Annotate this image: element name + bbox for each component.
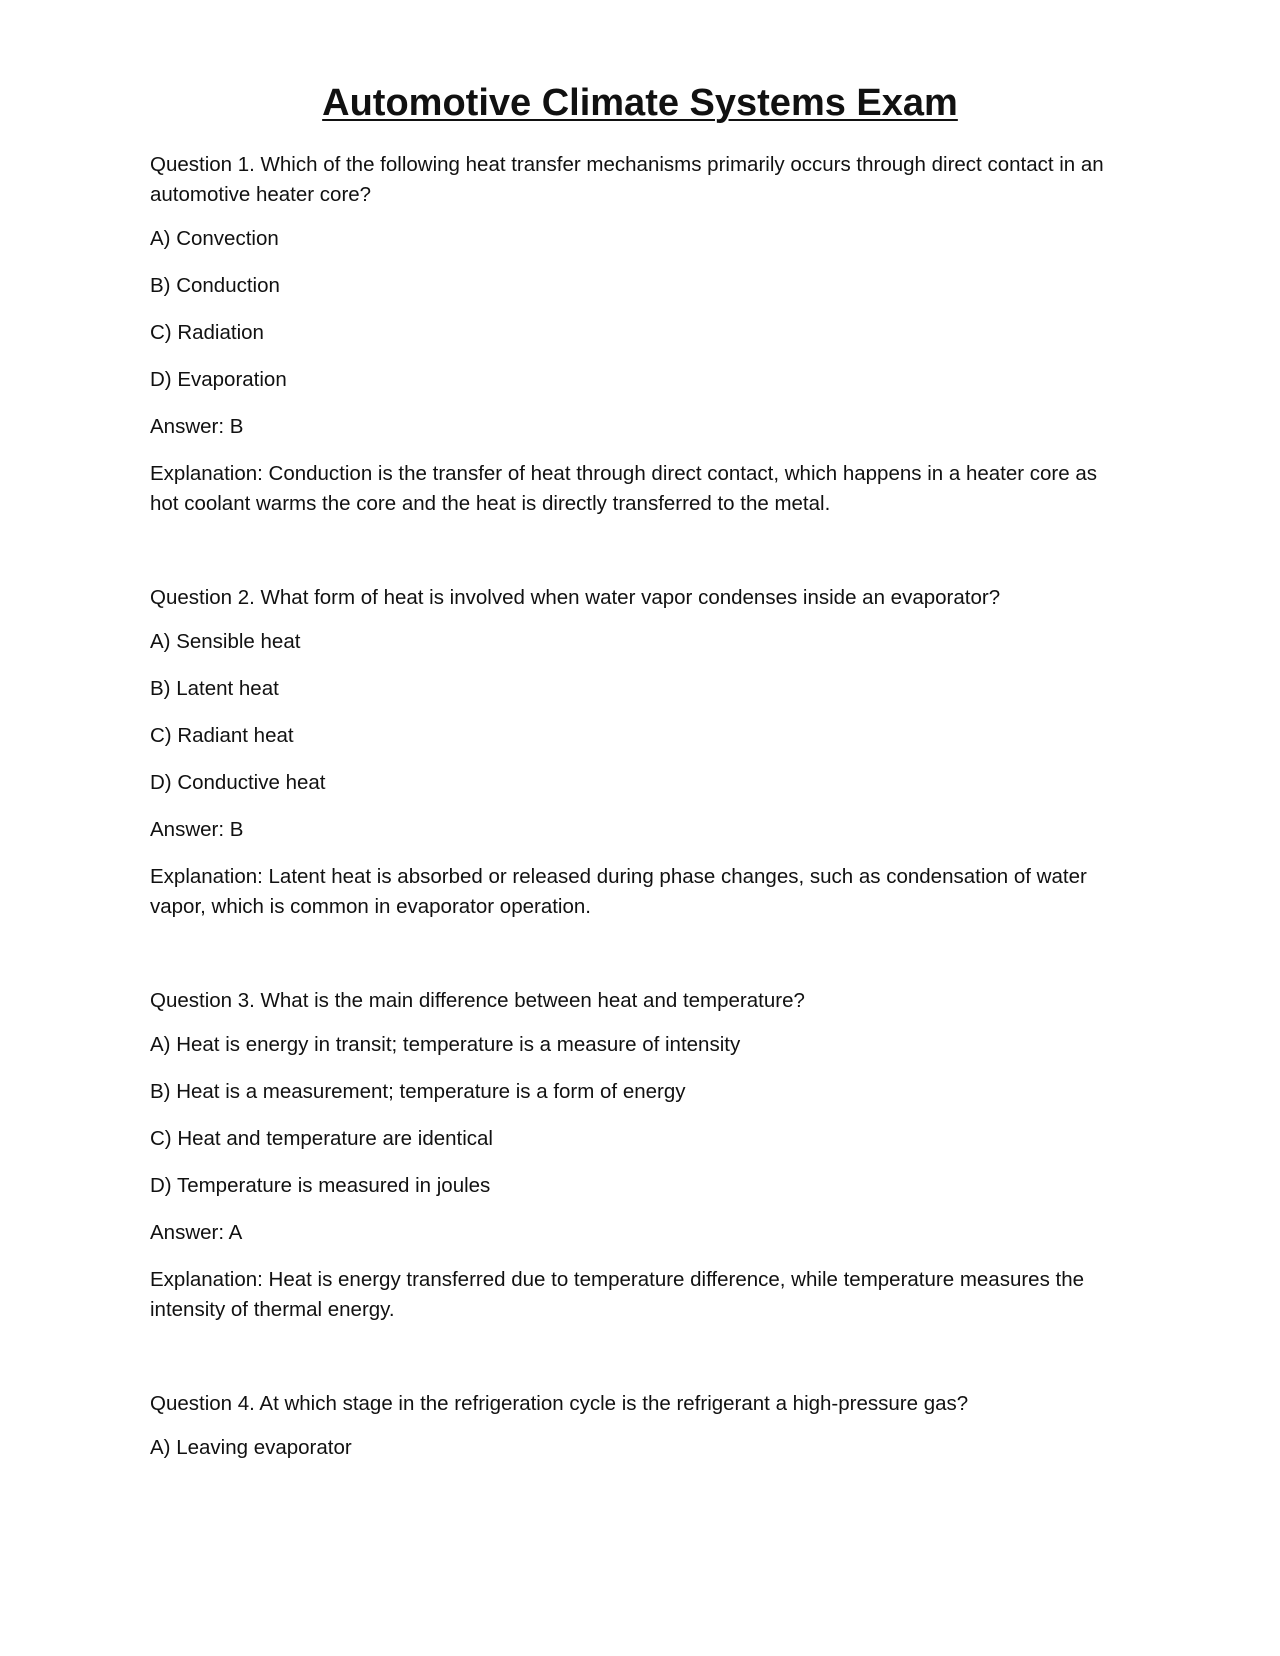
option-c: C) Heat and temperature are identical: [150, 1127, 493, 1150]
question-2: [150, 583, 1130, 922]
question-stem: Question 4. At which stage in the refrigeration cycle is the refrigerant a high-pressure gas?: [150, 1392, 969, 1415]
option-d: D) Temperature is measured in joules: [150, 1174, 491, 1197]
question-stem: Question 2. What form of heat is involved when water vapor condenses inside an evaporator?: [150, 586, 1001, 609]
option-d: D) Evaporation: [150, 368, 287, 391]
question-4: [150, 1389, 1130, 1463]
option-a: A) Convection: [150, 227, 279, 250]
explanation-line: Explanation: Heat is energy transferred due to temperature difference, while temperature measures the intensity of thermal energy.: [150, 1268, 1085, 1321]
question-1: [150, 150, 1130, 519]
option-b: B) Conduction: [150, 274, 280, 297]
option-a: A) Sensible heat: [150, 630, 301, 653]
page-title: [150, 80, 1130, 126]
option-b: B) Heat is a measurement; temperature is a form of energy: [150, 1080, 686, 1103]
answer-line: Answer: A: [150, 1221, 243, 1244]
question-list: [150, 150, 1130, 1527]
option-b: B) Latent heat: [150, 677, 279, 700]
option-c: C) Radiant heat: [150, 724, 294, 747]
answer-line: Answer: B: [150, 818, 244, 841]
explanation-line: Explanation: Conduction is the transfer of heat through direct contact, which happens in a heater core as hot coolant warms the core and the heat is directly transferred to the metal.: [150, 462, 1097, 515]
option-a: A) Heat is energy in transit; temperature is a measure of intensity: [150, 1033, 741, 1056]
option-c: C) Radiation: [150, 321, 264, 344]
option-d: D) Conductive heat: [150, 771, 326, 794]
explanation-line: Explanation: Latent heat is absorbed or released during phase changes, such as condensation of water vapor, which is common in evaporator operation.: [150, 865, 1087, 918]
question-stem: Question 3. What is the main difference between heat and temperature?: [150, 989, 805, 1012]
answer-line: Answer: B: [150, 415, 244, 438]
question-3: [150, 986, 1130, 1325]
page-title-text: Automotive Climate Systems Exam: [322, 82, 958, 124]
option-a: A) Leaving evaporator: [150, 1436, 352, 1459]
question-stem: Question 1. Which of the following heat transfer mechanisms primarily occurs through direct contact in an automotive heater core?: [150, 153, 1104, 206]
